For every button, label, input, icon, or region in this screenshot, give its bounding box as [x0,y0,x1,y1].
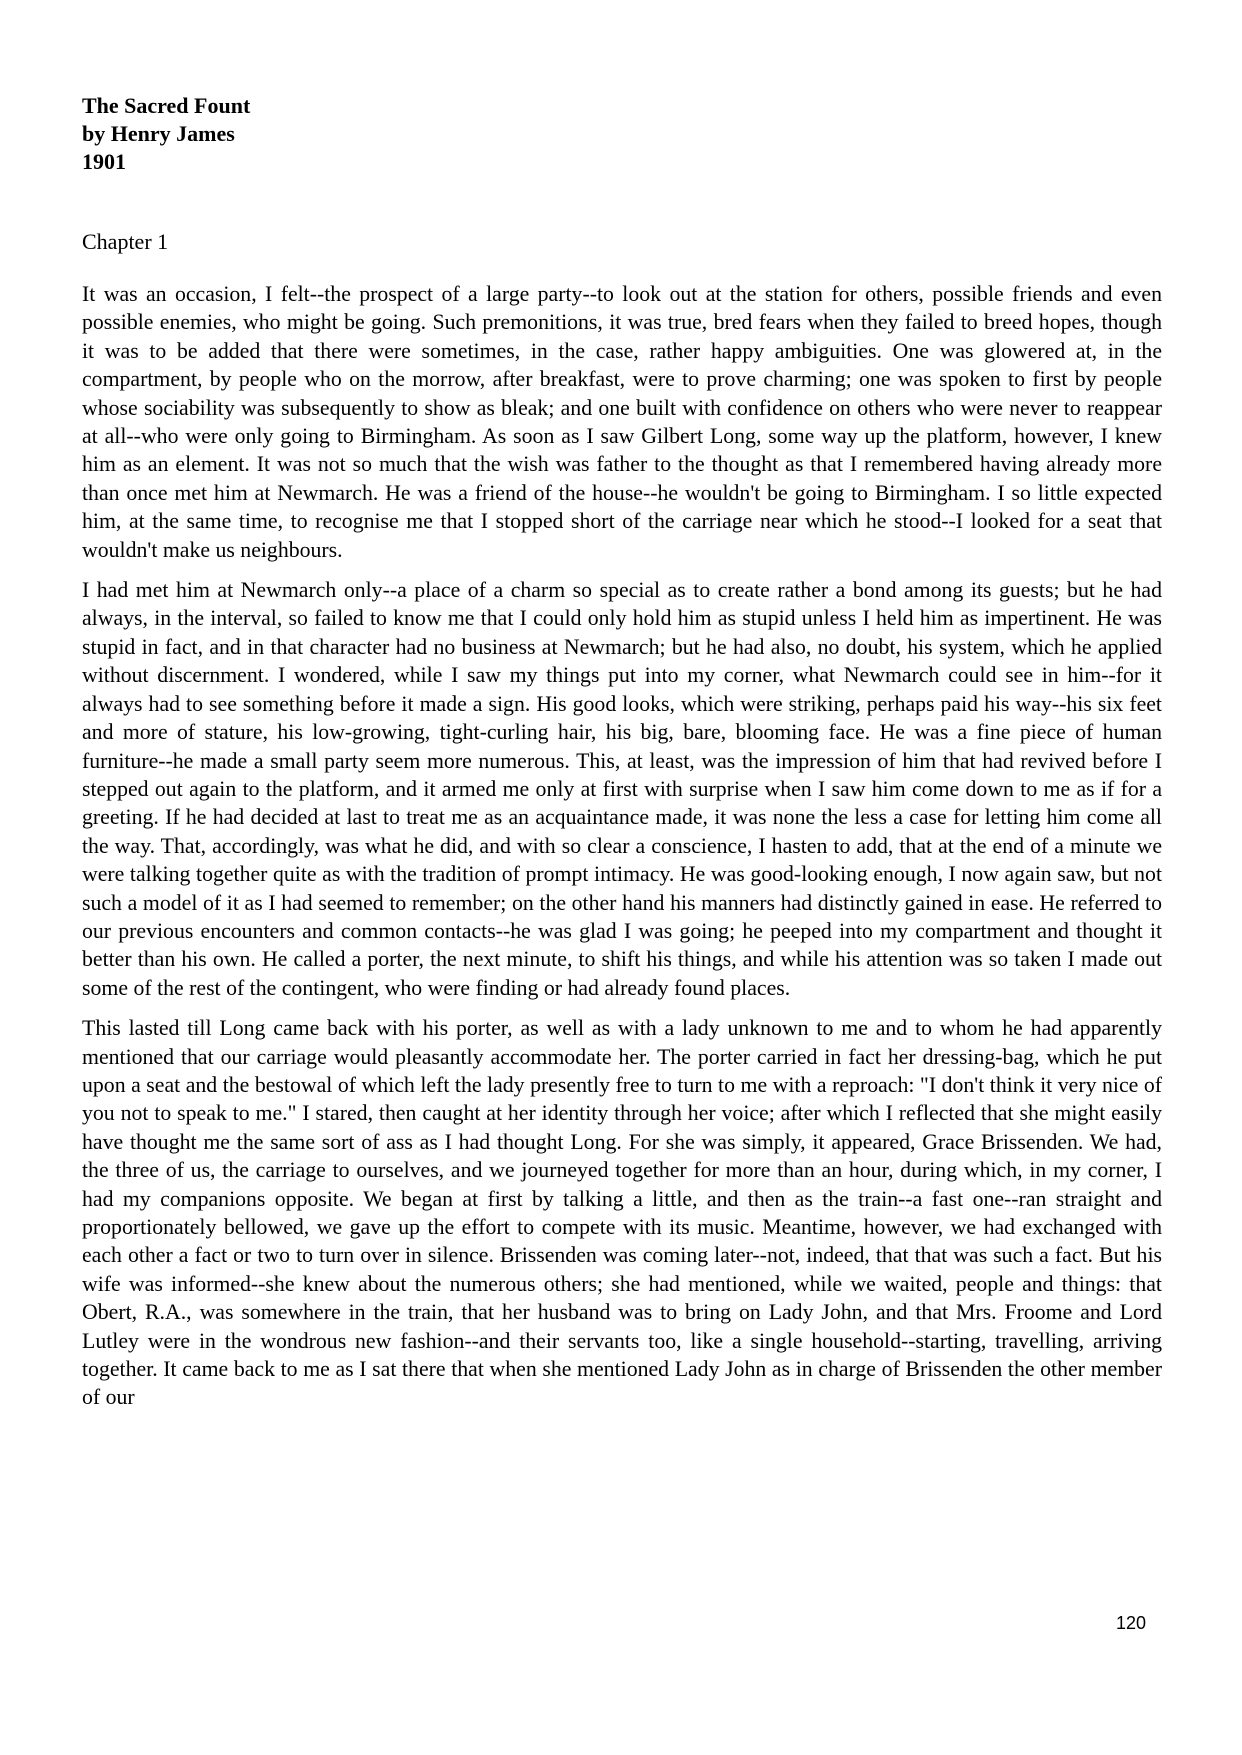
page-number: 120 [1116,1613,1147,1633]
book-title: The Sacred Fount [82,93,251,118]
paragraph-1: It was an occasion, I felt--the prospect of a large party--to look out at the station for others, possible friends and even possible enemies, who might be going. Such premonitions, it was true, bred fears when they failed to breed hopes, though it was to be added that there were sometimes, in the case, rather happy ambiguities. One was glowered at, in the compartment, by people who on the morrow, after breakfast, were to prove charming; one was spoken to first by people whose sociability was subsequently to show as bleak; and one built with confidence on others who were never to reappear at all--who were only going to Birmingham. As soon as I saw Gilbert Long, some way up the platform, however, I knew him as an element. It was not so much that the wish was father to the thought as that I remembered having already more than once met him at Newmarch. He was a friend of the house--he wouldn't be going to Birmingham. I so little expected him, at the same time, to recognise me that I stopped short of the carriage near which he stood--I looked for a seat that wouldn't make us neighbours. [82,282,1162,562]
title-block [82,92,1162,176]
publication-year: 1901 [82,149,126,174]
document-page [82,92,1162,1412]
paragraph-3: This lasted till Long came back with his porter, as well as with a lady unknown to me and to whom he had apparently mentioned that our carriage would pleasantly accommodate her. The porter carried in fact her dressing-bag, which he put upon a seat and the bestowal of which left the lady presently free to turn to me with a reproach: "I don't think it very nice of you not to speak to me." I stared, then caught at her identity through her voice; after which I reflected that she might easily have thought me the same sort of ass as I had thought Long. For she was simply, it appeared, Grace Brissenden. We had, the three of us, the carriage to ourselves, and we journeyed together for more than an hour, during which, in my corner, I had my companions opposite. We began at first by talking a little, and then as the train--a fast one--ran straight and proportionately bellowed, we gave up the effort to compete with its music. Meantime, however, we had exchanged with each other a fact or two to turn over in silence. Brissenden was coming later--not, indeed, that that was such a fact. But his wife was informed--she knew about the numerous others; she had mentioned, while we waited, people and things: that Obert, R.A., was somewhere in the train, that her husband was to bring on Lady John, and that Mrs. Froome and Lord Lutley were in the wondrous new fashion--and their servants too, like a single household--starting, travelling, arriving together. It came back to me as I sat there that when she mentioned Lady John as in charge of Brissenden the other member of our [82,1016,1162,1410]
paragraph-2: I had met him at Newmarch only--a place of a charm so special as to create rather a bond among its guests; but he had always, in the interval, so failed to know me that I could only hold him as stupid unless I held him as impertinent. He was stupid in fact, and in that character had no business at Newmarch; but he had also, no doubt, his system, which he applied without discernment. I wondered, while I saw my things put into my corner, what Newmarch could see in him--for it always had to see something before it made a sign. His good looks, which were striking, perhaps paid his way--his six feet and more of stature, his low-growing, tight-curling hair, his big, bare, blooming face. He was a fine piece of human furniture--he made a small party seem more numerous. This, at least, was the impression of him that had revived before I stepped out again to the platform, and it armed me only at first with surprise when I saw him come down to me as if for a greeting. If he had decided at last to treat me as an acquaintance made, it was none the less a case for letting him come all the way. That, accordingly, was what he did, and with so clear a conscience, I hasten to add, that at the end of a minute we were talking together quite as with the tradition of prompt intimacy. He was good-looking enough, I now again saw, but not such a model of it as I had seemed to remember; on the other hand his manners had distinctly gained in ease. He referred to our previous encounters and common contacts--he was glad I was going; he peeped into my compartment and thought it better than his own. He called a porter, the next minute, to shift his things, and while his attention was so taken I made out some of the rest of the contingent, who were finding or had already found places. [82,578,1162,1000]
chapter-heading: Chapter 1 [82,229,169,254]
author-line: by Henry James [82,121,235,146]
